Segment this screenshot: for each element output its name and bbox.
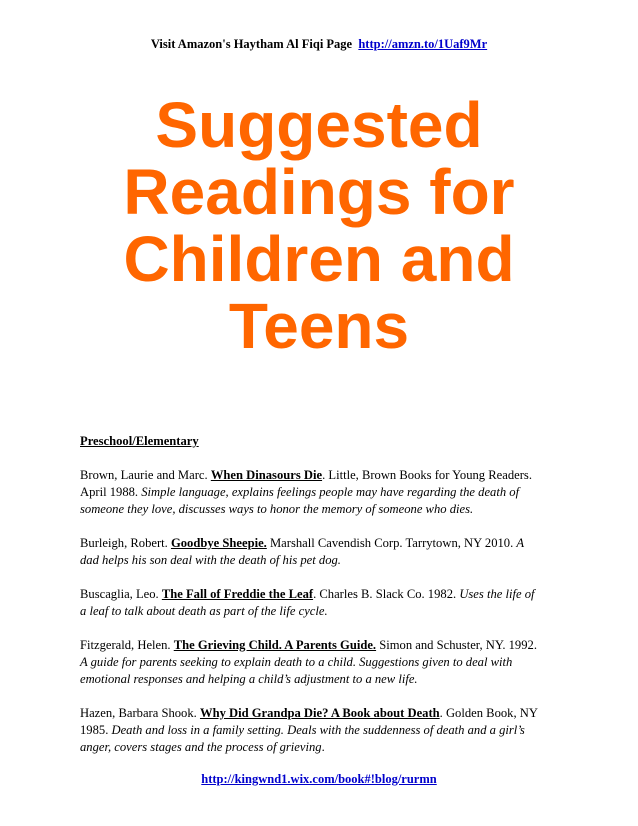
entry-author: Hazen, Barbara Shook. [80,706,197,720]
list-item [80,535,540,569]
title-line-2: Readings for [123,156,515,228]
entry-title: Why Did Grandpa Die? A Book about Death [199,706,440,720]
entry-author: Buscaglia, Leo. [80,587,159,601]
entry-description: Simple language, explains feelings people may have regarding the death of someone they love, discusses ways to honor the memory of someone who dies. [80,485,520,516]
list-item [80,637,540,688]
entry-title: Goodbye Sheepie. [170,536,267,550]
entry-title: The Grieving Child. A Parents Guide. [173,638,377,652]
entry-trailing: . [321,740,325,754]
reading-list [80,433,540,773]
title-line-4: Teens [228,290,410,362]
entry-description: A dad helps his son deal with the death of his pet dog. [80,536,524,567]
entry-publisher: . Charles B. Slack Co. 1982. [313,587,457,601]
entry-publisher: . Golden Book, NY 1985. [80,706,538,737]
entry-title: The Fall of Freddie the Leaf [161,587,314,601]
list-item [80,586,540,620]
title-line-3: Children and [123,223,515,295]
page-footer [0,772,638,787]
entry-author: Fitzgerald, Helen. [80,638,171,652]
entry-author: Burleigh, Robert. [80,536,168,550]
page-header [0,37,638,52]
page-title [80,89,558,362]
entry-publisher: . Little, Brown Books for Young Readers. April 1988. [80,468,532,499]
entry-description: A guide for parents seeking to explain death to a child. Suggestions given to deal with emotional responses and helping a child’s adjustment to a new life. [80,655,513,686]
list-item [80,705,540,756]
blog-link[interactable]: http://kingwnd1.wix.com/book#!blog/rurmn [201,772,437,786]
title-line-1: Suggested [155,89,483,161]
entry-title: When Dinasours Die [210,468,323,482]
entry-publisher: Simon and Schuster, NY. 1992. [379,638,537,652]
entry-publisher: Marshall Cavendish Corp. Tarrytown, NY 2010. [269,536,514,550]
entry-description: Death and loss in a family setting. Deals with the suddenness of death and a girl’s anger, covers stages and the process of grieving [80,723,525,754]
header-text: Visit Amazon's Haytham Al Fiqi Page [150,37,353,51]
section-heading: Preschool/Elementary [80,434,199,448]
entry-author: Brown, Laurie and Marc. [80,468,208,482]
amazon-link[interactable]: http://amzn.to/1Uaf9Mr [358,37,488,51]
list-item [80,467,540,518]
entry-description: Uses the life of a leaf to talk about death as part of the life cycle. [80,587,535,618]
